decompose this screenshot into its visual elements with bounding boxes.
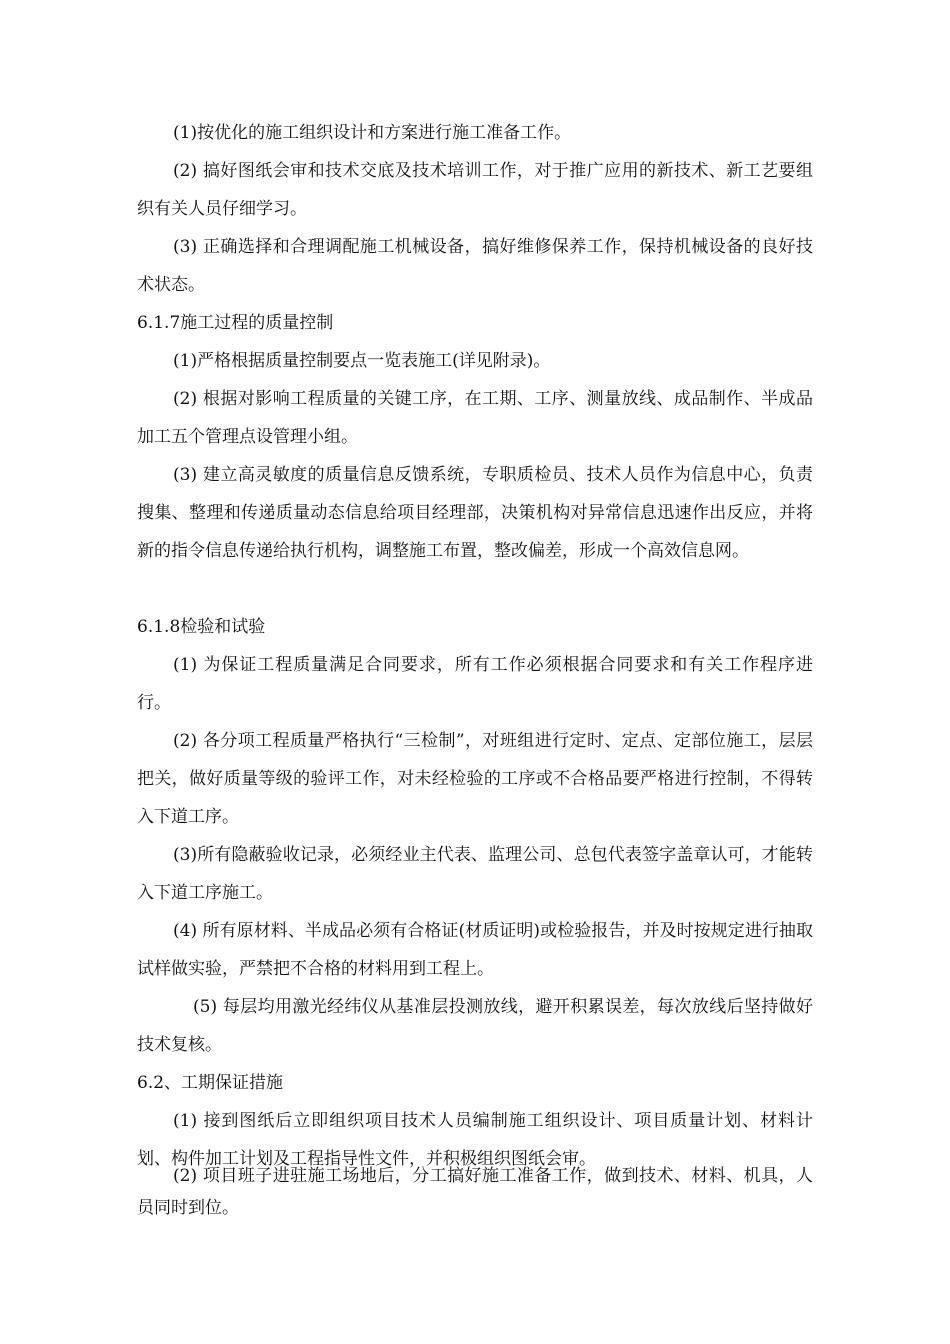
paragraph-process-1: (1)严格根据质量控制要点一览表施工(详见附录)。 <box>173 351 551 371</box>
section-heading-6-1-7: 6.1.7施工过程的质量控制 <box>137 313 334 333</box>
paragraph-inspection-4: (4) 所有原材料、半成品必须有合格证(材质证明)或检验报告，并及时按规定进行抽取试样做实验，严禁把不合格的材料用到工程上。 <box>137 921 813 979</box>
section-heading-6-1-8: 6.1.8检验和试验 <box>137 617 266 637</box>
paragraph-process-2: (2) 根据对影响工程质量的关键工序，在工期、工序、测量放线、成品制作、半成品加工五个管理点设管理小组。 <box>137 389 813 447</box>
paragraph-inspection-1: (1) 为保证工程质量满足合同要求，所有工作必须根据合同要求和有关工作程序进行。 <box>137 655 813 713</box>
paragraph-prep-1: (1)按优化的施工组织设计和方案进行施工准备工作。 <box>173 123 572 143</box>
paragraph-inspection-3: (3)所有隐蔽验收记录，必须经业主代表、监理公司、总包代表签字盖章认可，才能转入下道工序施工。 <box>137 845 813 903</box>
paragraph-inspection-5: (5) 每层均用激光经纬仪从基准层投测放线，避开积累误差，每次放线后坚持做好技术复核。 <box>137 997 813 1055</box>
paragraph-prep-2: (2) 搞好图纸会审和技术交底及技术培训工作，对于推广应用的新技术、新工艺要组织有关人员仔细学习。 <box>137 161 813 219</box>
paragraph-schedule-1: (1) 接到图纸后立即组织项目技术人员编制施工组织设计、项目质量计划、材料计划、构件加工计划及工程指导性文件，并积极组织图纸会审。 <box>137 1111 813 1169</box>
section-heading-6-2: 6.2、工期保证措施 <box>137 1073 284 1093</box>
paragraph-prep-3: (3) 正确选择和合理调配施工机械设备，搞好维修保养工作，保持机械设备的良好技术状态。 <box>137 237 813 295</box>
paragraph-schedule-2: (2) 项目班子进驻施工场地后，分工搞好施工准备工作，做到技术、材料、机具，人员同时到位。 <box>137 1166 813 1218</box>
paragraph-inspection-2: (2) 各分项工程质量严格执行“三检制”，对班组进行定时、定点、定部位施工，层层把关，做好质量等级的验评工作，对未经检验的工序或不合格品要严格进行控制，不得转入下道工序。 <box>137 731 813 827</box>
paragraph-process-3: (3) 建立高灵敏度的质量信息反馈系统，专职质检员、技术人员作为信息中心，负责搜集、整理和传递质量动态信息给项目经理部，决策机构对异常信息迅速作出反应，并将新的指令信息传递给执行机构，调整施工布置，整改偏差，形成一个高效信息网。 <box>137 465 813 561</box>
